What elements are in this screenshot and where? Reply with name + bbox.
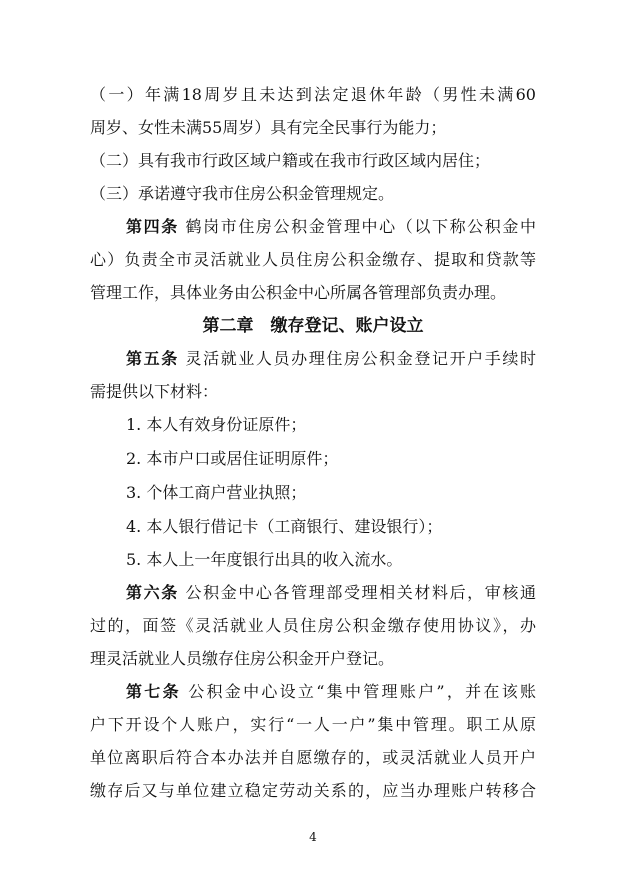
article-4-label: 第四条 (126, 217, 179, 236)
condition-3: （三）承诺遵守我市住房公积金管理规定。 (90, 184, 395, 203)
material-1: 1. 本人有效身份证原件； (126, 415, 307, 434)
article-4-text-1: 鹤岗市住房公积金管理中心（以下称公积金中 (185, 217, 536, 236)
article-7-line-1 (126, 681, 536, 703)
article-6-text-1: 公积金中心各管理部受理相关材料后，审核通 (185, 583, 536, 602)
article-6-line-3: 理灵活就业人员缴存住房公积金开户登记。 (90, 649, 395, 668)
article-5-text-1: 灵活就业人员办理住房公积金登记开户手续时 (185, 349, 536, 368)
page-number: 4 (309, 830, 317, 844)
condition-2: （二）具有我市行政区域户籍或在我市行政区域内居住； (90, 151, 491, 170)
condition-1-line-1: （一）年满18周岁且未达到法定退休年龄（男性未满60 (90, 85, 536, 104)
article-6-label: 第六条 (126, 583, 179, 602)
article-6-line-2: 过的，面签《灵活就业人员住房公积金缴存使用协议》，办 (90, 616, 536, 635)
material-4: 4. 本人银行借记卡（工商银行、建设银行）； (126, 517, 443, 536)
article-7-line-2: 户下开设个人账户，实行“一人一户”集中管理。职工从原 (90, 715, 536, 734)
article-7-line-4: 缴存后又与单位建立稳定劳动关系的，应当办理账户转移合 (90, 781, 536, 800)
article-7-line-3: 单位离职后符合本办法并自愿缴存的，或灵活就业人员开户 (90, 748, 536, 767)
chapter-2-heading: 第二章 缴存登记、账户设立 (202, 316, 424, 336)
material-2: 2. 本市户口或居住证明原件； (126, 449, 339, 468)
article-7-text-1: 公积金中心设立“集中管理账户”，并在该账 (188, 682, 536, 701)
article-4-line-1 (126, 216, 536, 238)
article-7-label: 第七条 (126, 682, 181, 701)
material-3: 3. 个体工商户营业执照； (126, 483, 307, 502)
article-5-line-2: 需提供以下材料： (90, 382, 219, 401)
article-4-line-2: 心）负责全市灵活就业人员住房公积金缴存、提取和贷款等 (90, 250, 536, 269)
article-4-line-3: 管理工作，具体业务由公积金中心所属各管理部负责办理。 (90, 283, 507, 302)
condition-1-line-2: 周岁、女性未满55周岁）具有完全民事行为能力； (90, 118, 447, 137)
material-5: 5. 本人上一年度银行出具的收入流水。 (126, 550, 403, 569)
article-6-line-1 (126, 582, 536, 604)
article-5-label: 第五条 (126, 349, 179, 368)
article-5-line-1 (126, 348, 536, 370)
